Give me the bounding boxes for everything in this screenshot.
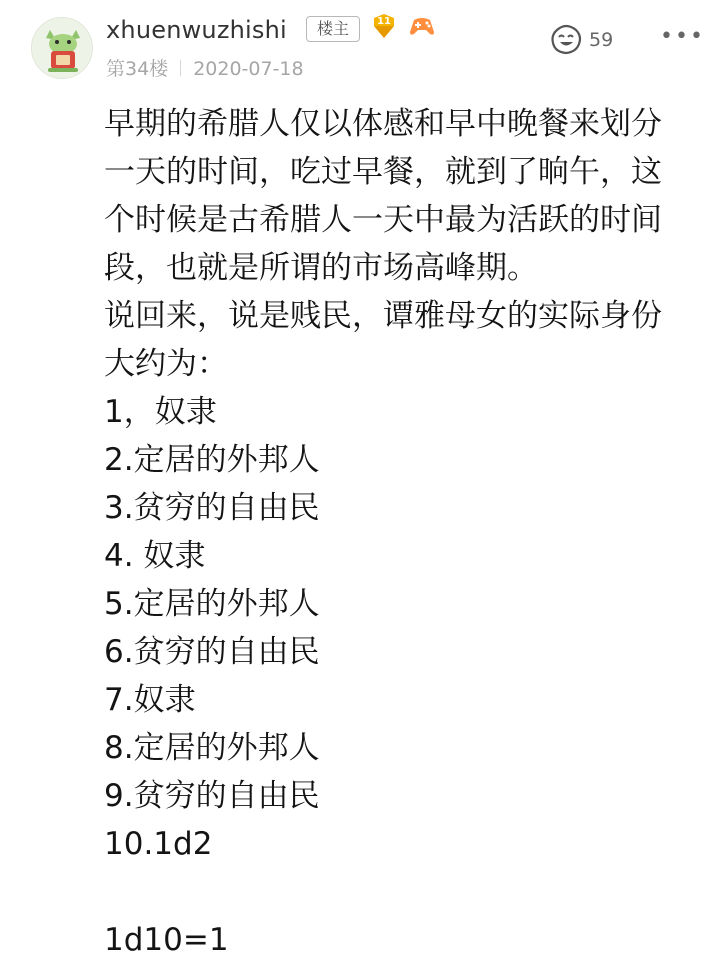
floor-number: 第34楼 bbox=[106, 58, 169, 80]
author-name[interactable]: xhuenwuzhishi bbox=[106, 16, 287, 44]
post-meta bbox=[106, 56, 304, 82]
post-header bbox=[0, 0, 720, 90]
content-line: 一天的时间，吃过早餐，就到了晌午，这 bbox=[104, 154, 662, 190]
content-line: 5.定居的外邦人 bbox=[104, 586, 320, 622]
like-count: 59 bbox=[589, 29, 614, 51]
op-badge: 楼主 bbox=[306, 16, 360, 42]
meta-divider bbox=[180, 60, 181, 76]
content-line: 1，奴隶 bbox=[104, 394, 217, 430]
more-dots-icon[interactable]: ••• bbox=[660, 24, 705, 49]
content-line: 4. 奴隶 bbox=[104, 538, 206, 574]
content-line: 9.贫穷的自由民 bbox=[104, 778, 320, 814]
user-avatar[interactable] bbox=[31, 17, 93, 79]
content-line: 大约为： bbox=[104, 346, 228, 382]
level-number: 11 bbox=[377, 16, 391, 27]
post-content bbox=[104, 100, 694, 964]
level-badge-icon[interactable] bbox=[370, 12, 398, 40]
content-line: 2.定居的外邦人 bbox=[104, 442, 320, 478]
gamepad-icon[interactable] bbox=[408, 14, 436, 38]
content-line: 7.奴隶 bbox=[104, 682, 196, 718]
content-line: 说回来，说是贱民，谭雅母女的实际身份 bbox=[104, 298, 662, 334]
avatar-image bbox=[32, 18, 93, 79]
content-line: 个时候是古希腊人一天中最为活跃的时间 bbox=[104, 202, 662, 238]
content-line bbox=[104, 868, 694, 916]
content-line: 3.贫穷的自由民 bbox=[104, 490, 320, 526]
content-line: 8.定居的外邦人 bbox=[104, 730, 320, 766]
content-line: 1d10=1 bbox=[104, 922, 229, 958]
content-line: 段，也就是所谓的市场高峰期。 bbox=[104, 250, 538, 286]
like-face-icon bbox=[549, 24, 583, 56]
content-line: 6.贫穷的自由民 bbox=[104, 634, 320, 670]
content-line: 早期的希腊人仅以体感和早中晚餐来划分 bbox=[104, 106, 662, 142]
post-date: 2020-07-18 bbox=[193, 58, 304, 80]
content-line: 10.1d2 bbox=[104, 826, 213, 862]
